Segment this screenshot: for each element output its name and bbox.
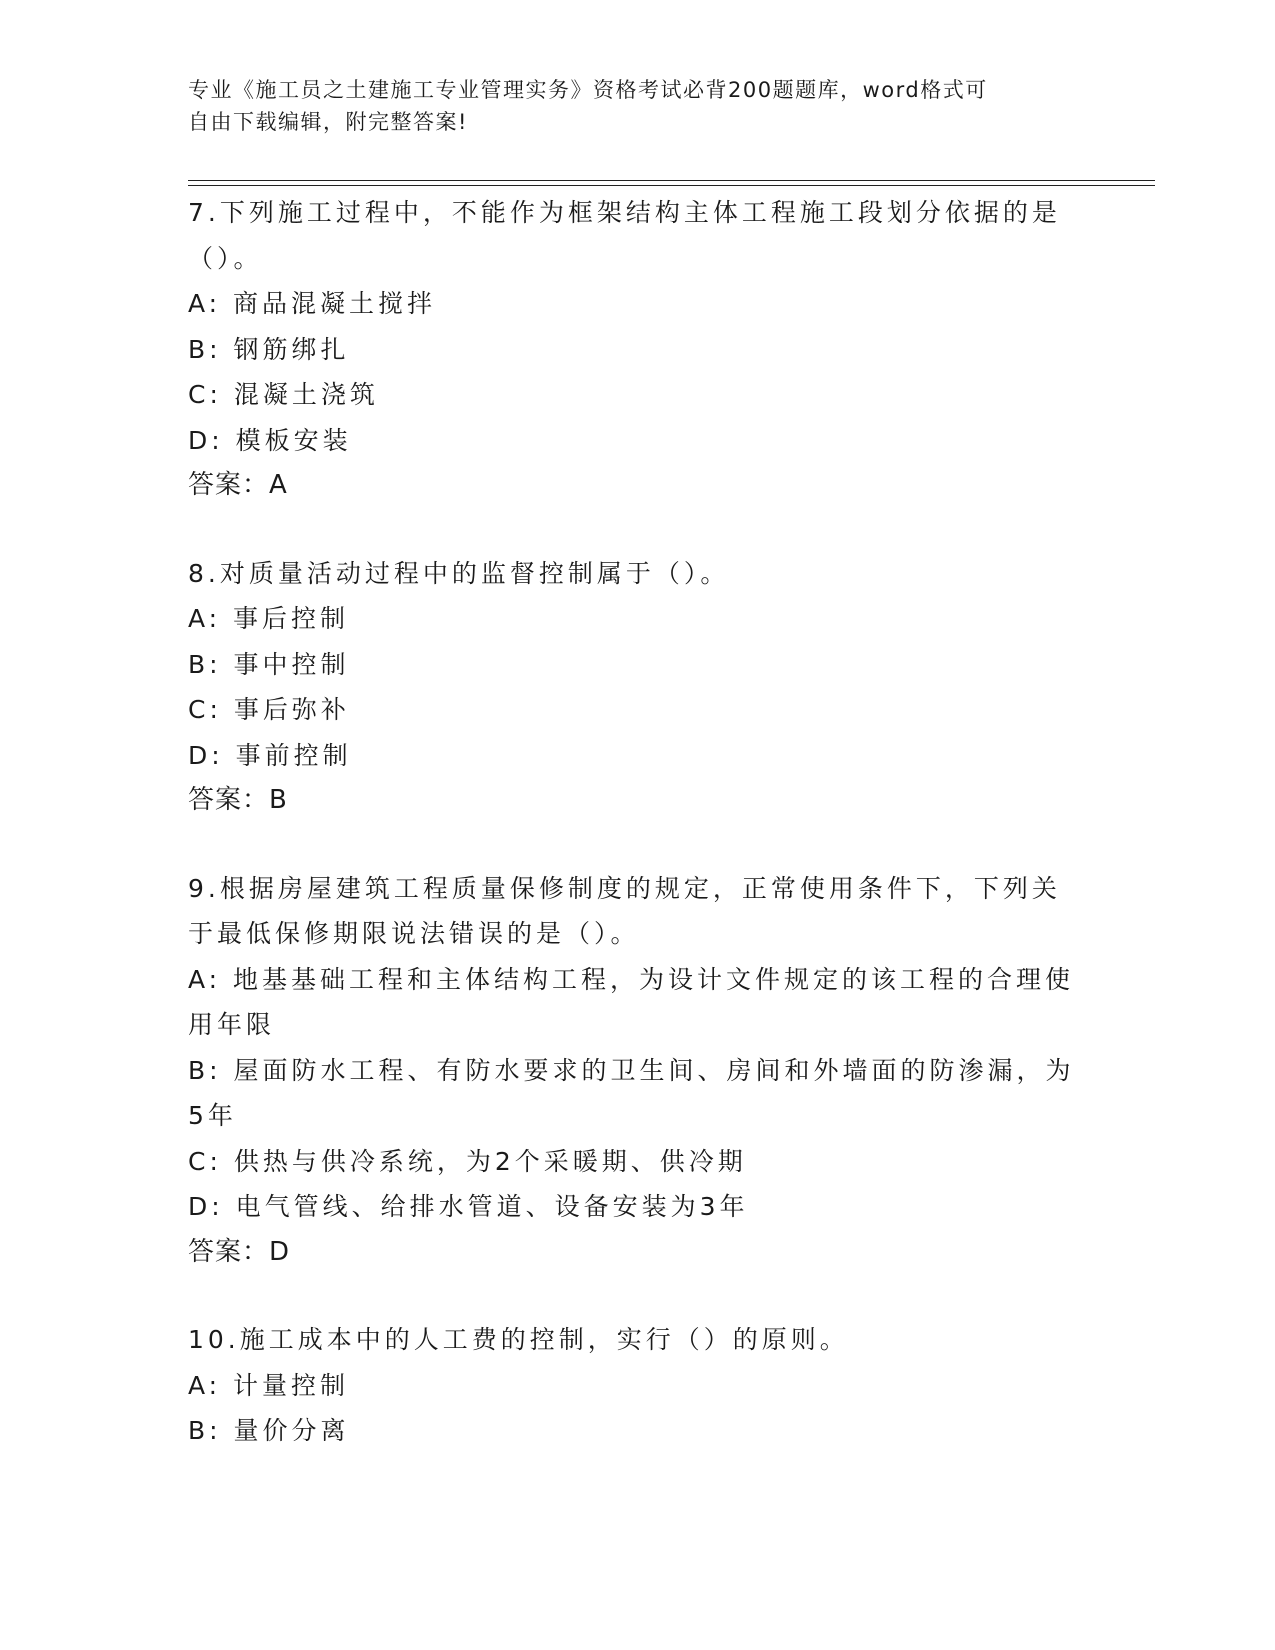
option-a: A: 事后控制 [188,604,350,633]
header-line-1: 专业《施工员之土建施工专业管理实务》资格考试必背200题题库，word格式可 [188,78,988,102]
question-9 [188,866,1088,1276]
question-stem: 9.根据房屋建筑工程质量保修制度的规定，正常使用条件下，下列关于最低保修期限说法错误的是（）。 [188,873,1061,948]
option-d: D: 电气管线、给排水管道、设备安装为3年 [188,1192,749,1221]
option-a: A: 商品混凝土搅拌 [188,289,437,318]
option-d: D: 模板安装 [188,425,352,455]
answer: 答案：A [188,470,288,500]
header-divider [188,180,1155,186]
option-a: A: 地基基础工程和主体结构工程，为设计文件规定的该工程的合理使用年限 [188,964,1075,1039]
option-a: A: 计量控制 [188,1370,350,1400]
option-b: B: 钢筋绑扎 [188,334,350,364]
question-stem: 8.对质量活动过程中的监督控制属于（）。 [188,558,730,588]
option-b: B: 量价分离 [188,1416,350,1445]
option-c: C: 事后弥补 [188,695,350,724]
option-c: C: 供热与供冷系统，为2个采暖期、供冷期 [188,1146,747,1176]
option-b: B: 屋面防水工程、有防水要求的卫生间、房间和外墙面的防渗漏，为5年 [188,1055,1075,1130]
question-8 [188,551,1088,824]
header-line-2: 自由下载编辑，附完整答案! [188,110,468,134]
answer: 答案：D [188,1236,291,1267]
option-d: D: 事前控制 [188,740,352,770]
question-stem: 10.施工成本中的人工费的控制，实行（）的原则。 [188,1325,849,1354]
question-7 [188,190,1088,509]
question-stem: 7.下列施工过程中，不能作为框架结构主体工程施工段划分依据的是（）。 [188,198,1061,273]
option-b: B: 事中控制 [188,649,350,679]
option-c: C: 混凝土浇筑 [188,380,379,409]
answer: 答案：B [188,785,288,815]
document-header [188,74,1088,138]
question-10 [188,1317,1088,1454]
question-list [188,190,1088,1496]
